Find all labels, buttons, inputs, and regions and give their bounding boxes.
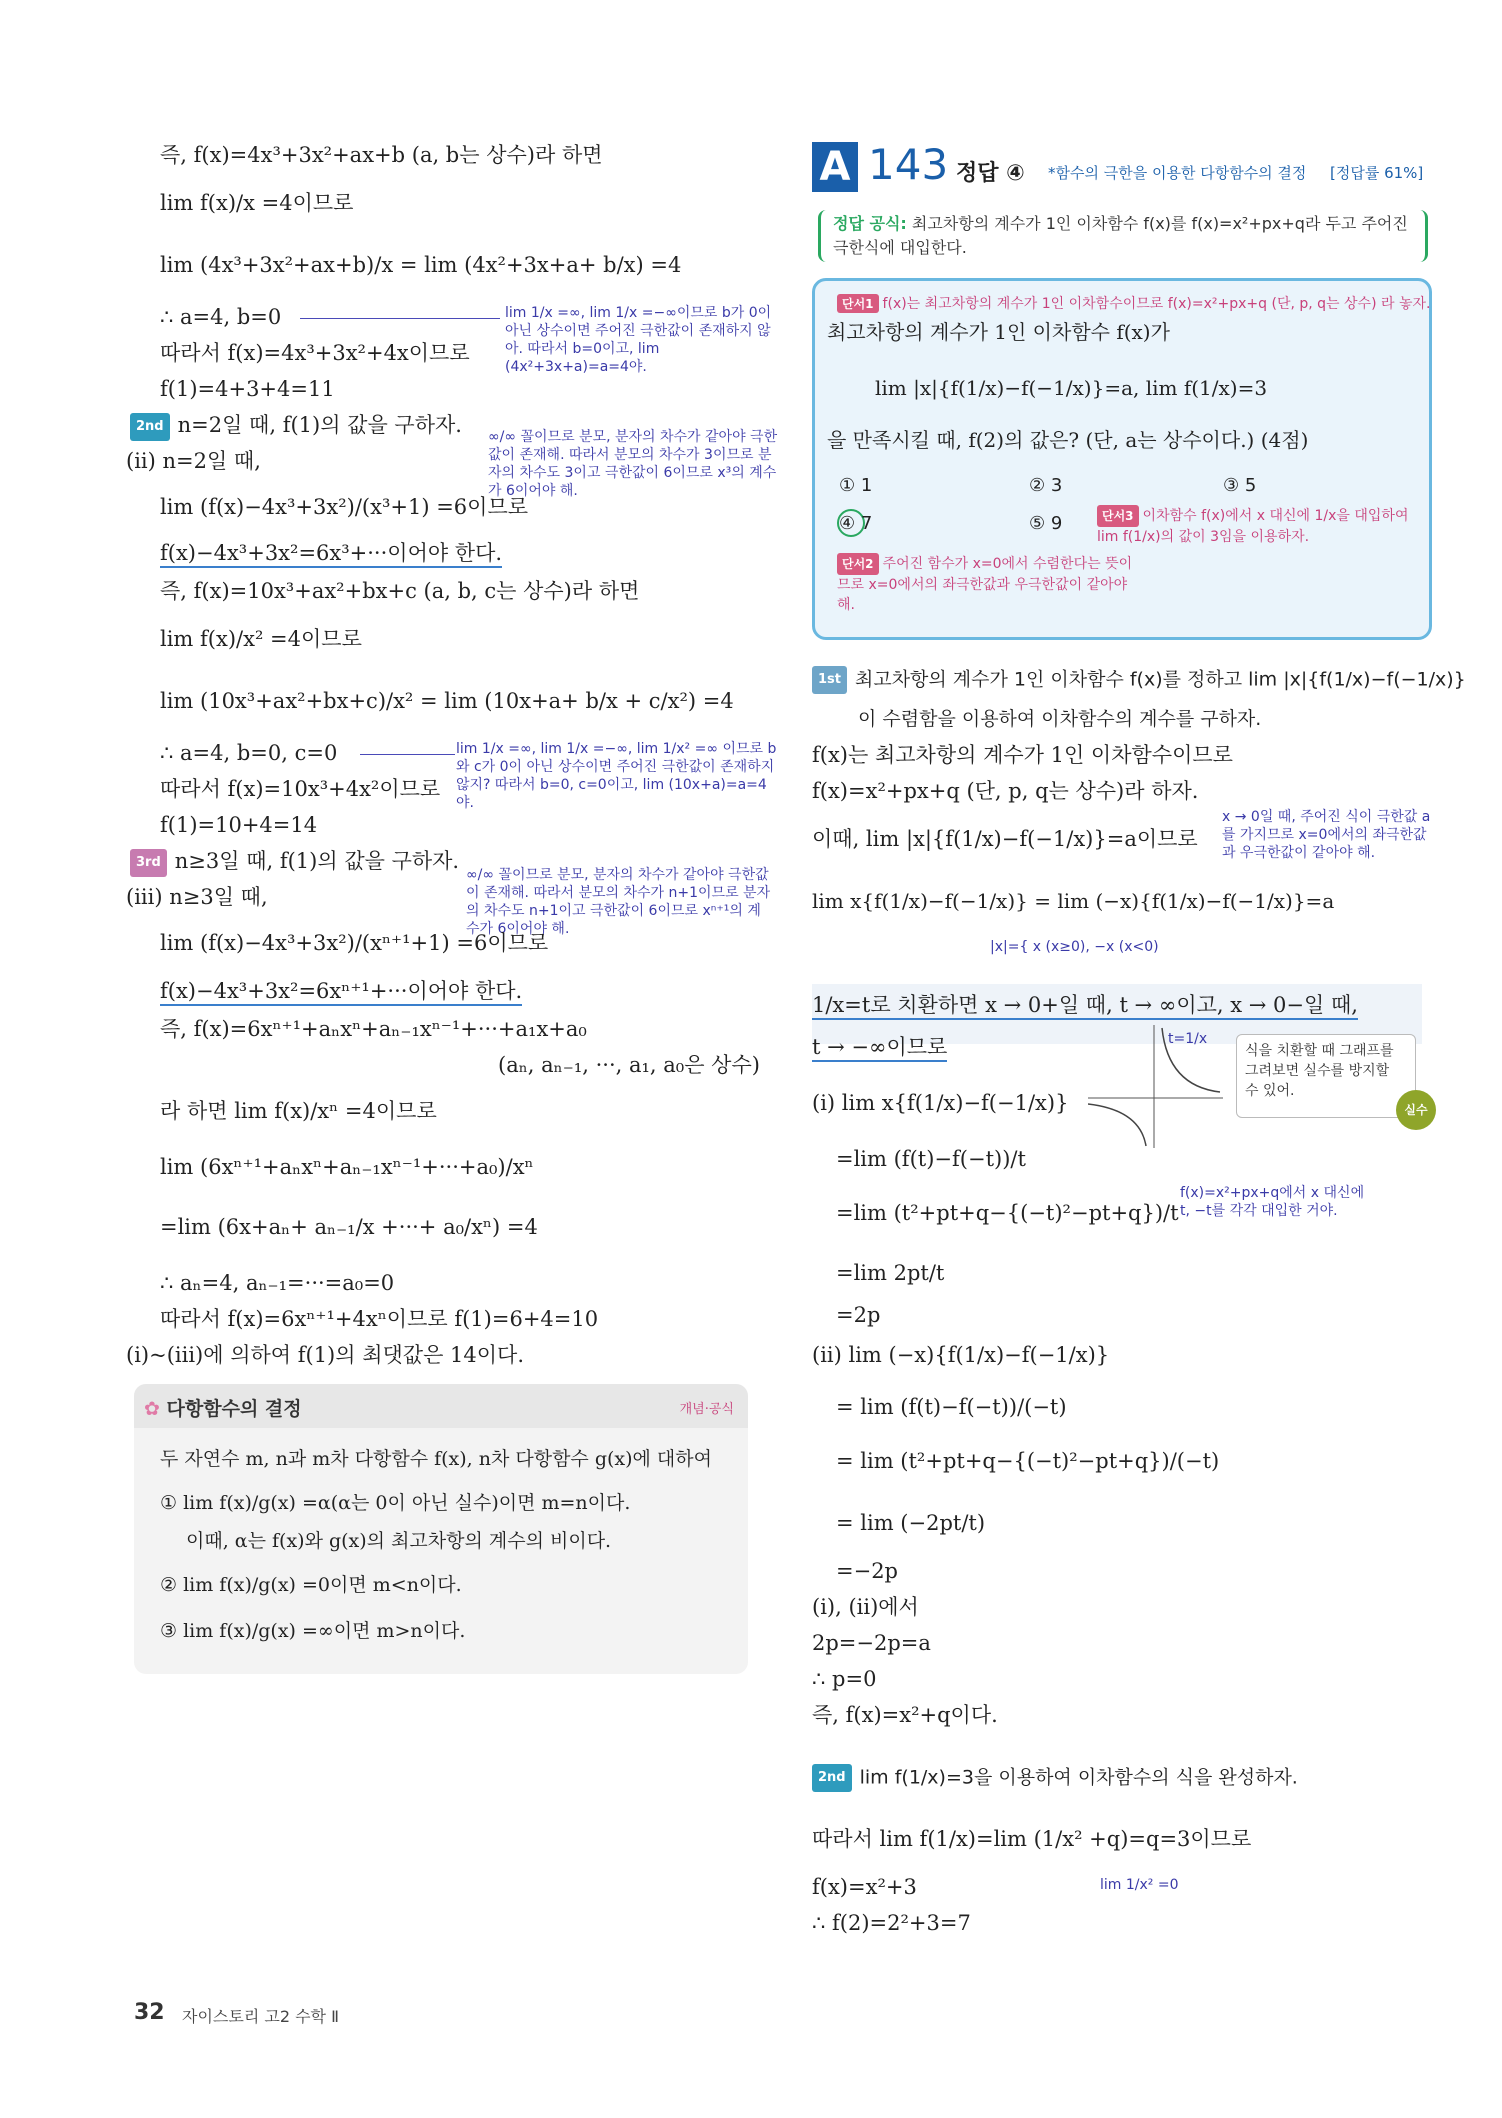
step-text: 이 수렴함을 이용하여 이차함수의 계수를 구하자. (858, 708, 1262, 730)
text-line: =lim (6x+aₙ+ aₙ₋₁/x +···+ a₀/xⁿ) =4 (160, 1215, 538, 1239)
text-line: 따라서 f(x)=10x³+4x²이므로 (160, 777, 441, 801)
answer-label: 정답 ④ (956, 161, 1025, 186)
text-line: =2p (836, 1303, 881, 1327)
option-5[interactable]: ⑤ 9 (1029, 513, 1063, 534)
concept-tag: 개념·공식 (679, 1402, 734, 1417)
text-line: f(1)=4+3+4=11 (160, 377, 335, 401)
step-badge: 2nd (812, 1764, 852, 1792)
hint-tag: 단서1 (837, 294, 879, 313)
text-line: = lim (t²+pt+q−{(−t)²−pt+q})/(−t) (836, 1449, 1220, 1473)
option-3[interactable]: ③ 5 (1223, 475, 1257, 496)
step-badge: 2nd (130, 413, 170, 441)
text-line: =lim (f(t)−f(−t))/t (836, 1147, 1026, 1171)
text-line: 따라서 lim f(1/x)=lim (1/x² +q)=q=3이므로 (812, 1827, 1252, 1851)
text-line: f(x)−4x³+3x²=6xⁿ⁺¹+···이어야 한다. (160, 978, 522, 1006)
question-formula: lim |x|{f(1/x)−f(−1/x)}=a, lim f(1/x)=3 (875, 376, 1268, 400)
step-text: 최고차항의 계수가 1인 이차함수 f(x)를 정하고 lim |x|{f(1/x)−f(−1/x)} (855, 668, 1466, 691)
concept-item: 이때, α는 f(x)와 g(x)의 최고차항의 계수의 비이다. (186, 1530, 612, 1552)
text-line: ∴ a=4, b=0 (160, 305, 282, 329)
text-line: ∴ a=4, b=0, c=0 (160, 741, 338, 765)
hint-row (837, 293, 1430, 313)
text-line: f(1)=10+4=14 (160, 813, 318, 837)
hint-row (1097, 505, 1417, 547)
step-badge: 1st (812, 666, 847, 694)
text-line: (i) lim x{f(1/x)−f(−1/x)} (812, 1091, 1069, 1115)
step-heading (130, 412, 462, 441)
text-line: 따라서 f(x)=4x³+3x²+4x이므로 (160, 341, 470, 365)
text-line: 라 하면 lim f(x)/xⁿ =4이므로 (160, 1099, 437, 1123)
concept-title: 다항함수의 결정 (166, 1398, 302, 1420)
text-line: = lim (f(t)−f(−t))/(−t) (836, 1395, 1067, 1419)
text-line: lim (10x³+ax²+bx+c)/x² = lim (10x+a+ b/x + c/x²) =4 (160, 689, 734, 713)
text-line: f(x)=x²+3 (812, 1875, 917, 1899)
note-arrow (300, 318, 500, 319)
concept-item: ② lim f(x)/g(x) =0이면 m<n이다. (160, 1574, 462, 1596)
text-line: f(x)는 최고차항의 계수가 1인 이차함수이므로 (812, 743, 1233, 767)
side-note: x → 0일 때, 주어진 식이 극한값 a를 가지므로 x=0에서의 좌극한값과 우극한값이 같아야 해. (1222, 809, 1431, 861)
text-line: lim x{f(1/x)−f(−1/x)} = lim (−x){f(1/x)−f(−1/x)}=a (812, 889, 1335, 913)
question-line: 을 만족시킬 때, f(2)의 값은? (단, a는 상수이다.) (4점) (827, 428, 1309, 452)
text-line: (ii) lim (−x){f(1/x)−f(−1/x)} (812, 1343, 1110, 1367)
text-line: (i)~(iii)에 의하여 f(1)의 최댓값은 14이다. (126, 1343, 524, 1367)
step-heading (130, 848, 459, 877)
text-line: lim (f(x)−4x³+3x²)/(x³+1) =6이므로 (160, 495, 529, 519)
text-line: 즉, f(x)=4x³+3x²+ax+b (a, b는 상수)라 하면 (160, 143, 603, 167)
question-line: 최고차항의 계수가 1인 이차함수 f(x)가 (827, 320, 1170, 344)
concept-intro: 두 자연수 m, n과 m차 다항함수 f(x), n차 다항함수 g(x)에 대하여 (160, 1448, 712, 1470)
formula-box (818, 210, 1428, 262)
concept-title-row (144, 1394, 302, 1421)
concept-item: ③ lim f(x)/g(x) =∞이면 m>n이다. (160, 1620, 466, 1642)
problem-number: 143 (868, 140, 949, 189)
step-heading (812, 666, 1466, 694)
text-line: (i), (ii)에서 (812, 1595, 919, 1619)
step-text: lim f(1/x)=3을 이용하여 이차함수의 식을 완성하자. (859, 1766, 1298, 1789)
text-line: f(x)−4x³+3x²=6x³+···이어야 한다. (160, 540, 502, 568)
text-line: 따라서 f(x)=6xⁿ⁺¹+4xⁿ이므로 f(1)=6+4=10 (160, 1307, 599, 1331)
option-1[interactable]: ① 1 (839, 475, 873, 496)
side-note: ∞/∞ 꼴이므로 분모, 분자의 차수가 같아야 극한값이 존재해. 따라서 분모의 차수가 3이므로 분자의 차수도 3이고 극한값이 6이므로 x³의 계수가 6이어야 해. (488, 429, 778, 499)
side-note: lim 1/x² =0 (1100, 1877, 1179, 1893)
text-line: lim (f(x)−4x³+3x²)/(xⁿ⁺¹+1) =6이므로 (160, 931, 549, 955)
formula-text (833, 212, 1413, 260)
text-line: lim (6xⁿ⁺¹+aₙxⁿ+aₙ₋₁xⁿ⁻¹+···+a₀)/xⁿ (160, 1155, 534, 1179)
tip-text: 식을 치환할 때 그래프를 그려보면 실수를 방지할 수 있어. (1245, 1043, 1394, 1099)
text-line: ∴ aₙ=4, aₙ₋₁=···=a₀=0 (160, 1271, 395, 1295)
step-text: n=2일 때, f(1)의 값을 구하자. (177, 413, 462, 437)
side-note: f(x)=x²+px+q에서 x 대신에 t, −t를 각각 대입한 거야. (1180, 1185, 1365, 1219)
text-line: ∴ p=0 (812, 1667, 877, 1691)
text-line: 즉, f(x)=x²+q이다. (812, 1703, 998, 1727)
text-line: t → −∞이므로 (812, 1034, 947, 1062)
side-note: |x|={ x (x≥0), −x (x<0) (990, 939, 1159, 955)
side-note: lim 1/x =∞, lim 1/x =−∞이므로 b가 0이 아닌 상수이면 주어진 극한값이 존재하지 않아. 따라서 b=0이고, lim (4x²+3x+a)=a=4야. (505, 305, 772, 375)
text-line: (iii) n≥3일 때, (126, 885, 268, 909)
side-note: lim 1/x =∞, lim 1/x =−∞, lim 1/x² =∞ 이므로 b와 c가 0이 아닌 상수이면 주어진 극한값이 존재하지 않지? 따라서 b=0, c=0이고, lim (10x+a)=a=4야. (456, 741, 777, 811)
text-line: lim f(x)/x =4이므로 (160, 191, 354, 215)
graph-label: t=1/x (1168, 1031, 1208, 1047)
text-line: 2p=−2p=a (812, 1631, 931, 1655)
note-arrow (360, 754, 455, 755)
text-line: 즉, f(x)=6xⁿ⁺¹+aₙxⁿ+aₙ₋₁xⁿ⁻¹+···+a₁x+a₀ (160, 1017, 587, 1041)
problem-box (812, 278, 1432, 640)
text-line: 즉, f(x)=10x³+ax²+bx+c (a, b, c는 상수)라 하면 (160, 579, 640, 603)
tip-box (1236, 1034, 1416, 1118)
graph-curve-negative (1088, 1104, 1146, 1146)
text-line: =−2p (836, 1559, 898, 1583)
text-line: 1/x=t로 치환하면 x → 0+일 때, t → ∞이고, x → 0−일 때, (812, 992, 1358, 1020)
side-note: ∞/∞ 꼴이므로 분모, 분자의 차수가 같아야 극한값이 존재해. 따라서 분모의 차수가 n+1이므로 분자의 차수도 n+1이고 극한값이 6이므로 xⁿ⁺¹의 계수가 6이어야 해. (466, 867, 771, 937)
text-line: lim (4x³+3x²+ax+b)/x = lim (4x²+3x+a+ b/x) =4 (160, 253, 682, 277)
text-line: (aₙ, aₙ₋₁, ···, a₁, a₀은 상수) (498, 1053, 760, 1077)
flower-icon: ✿ (144, 1398, 160, 1420)
text-line: lim f(x)/x² =4이므로 (160, 627, 362, 651)
hint-text: 주어진 함수가 x=0에서 수렴한다는 뜻이므로 x=0에서의 좌극한값과 우극한값이 같아야 해. (837, 556, 1133, 613)
correct-rate: [정답률 61%] (1330, 164, 1424, 182)
text-line: (ii) n=2일 때, (126, 449, 261, 473)
step-heading (812, 1764, 1298, 1792)
text-line: =lim (t²+pt+q−{(−t)²−pt+q})/t (836, 1201, 1179, 1225)
step-text: n≥3일 때, f(1)의 값을 구하자. (174, 849, 460, 873)
page-number: 32 (134, 2000, 165, 2025)
formula-label: 정답 공식: (833, 214, 907, 233)
topic-label: *함수의 극한을 이용한 다항함수의 결정 (1048, 164, 1307, 182)
text-line: f(x)=x²+px+q (단, p, q는 상수)라 하자. (812, 779, 1199, 803)
text-line: = lim (−2pt/t) (836, 1511, 986, 1535)
text-line: ∴ f(2)=2²+3=7 (812, 1911, 971, 1935)
option-4[interactable]: ④ 7 (839, 513, 873, 534)
hint-text: f(x)는 최고차항의 계수가 1인 이차함수이므로 f(x)=x²+px+q (단, p, q는 상수) 라 놓자. (882, 296, 1431, 312)
step-badge: 3rd (130, 849, 167, 877)
hint-tag: 단서3 (1097, 505, 1139, 527)
hint-tag: 단서2 (837, 553, 879, 575)
mistake-badge: 실수 (1396, 1090, 1436, 1130)
text-line: =lim 2pt/t (836, 1261, 945, 1285)
text-line: 이때, lim |x|{f(1/x)−f(−1/x)}=a이므로 (812, 827, 1198, 851)
book-title: 자이스토리 고2 수학 Ⅱ (182, 2007, 339, 2026)
concept-item: ① lim f(x)/g(x) =α(α는 0이 아닌 실수)이면 m=n이다. (160, 1492, 631, 1514)
hint-text: 이차함수 f(x)에서 x 대신에 1/x을 대입하여 lim f(1/x)의 값이 3임을 이용하자. (1097, 508, 1409, 545)
concept-box (134, 1384, 748, 1674)
hint-row (837, 553, 1137, 615)
problem-letter: A (812, 142, 858, 192)
option-2[interactable]: ② 3 (1029, 475, 1063, 496)
formula-body: 최고차항의 계수가 1인 이차함수 f(x)를 f(x)=x²+px+q라 두고 주어진 극한식에 대입한다. (833, 214, 1408, 257)
